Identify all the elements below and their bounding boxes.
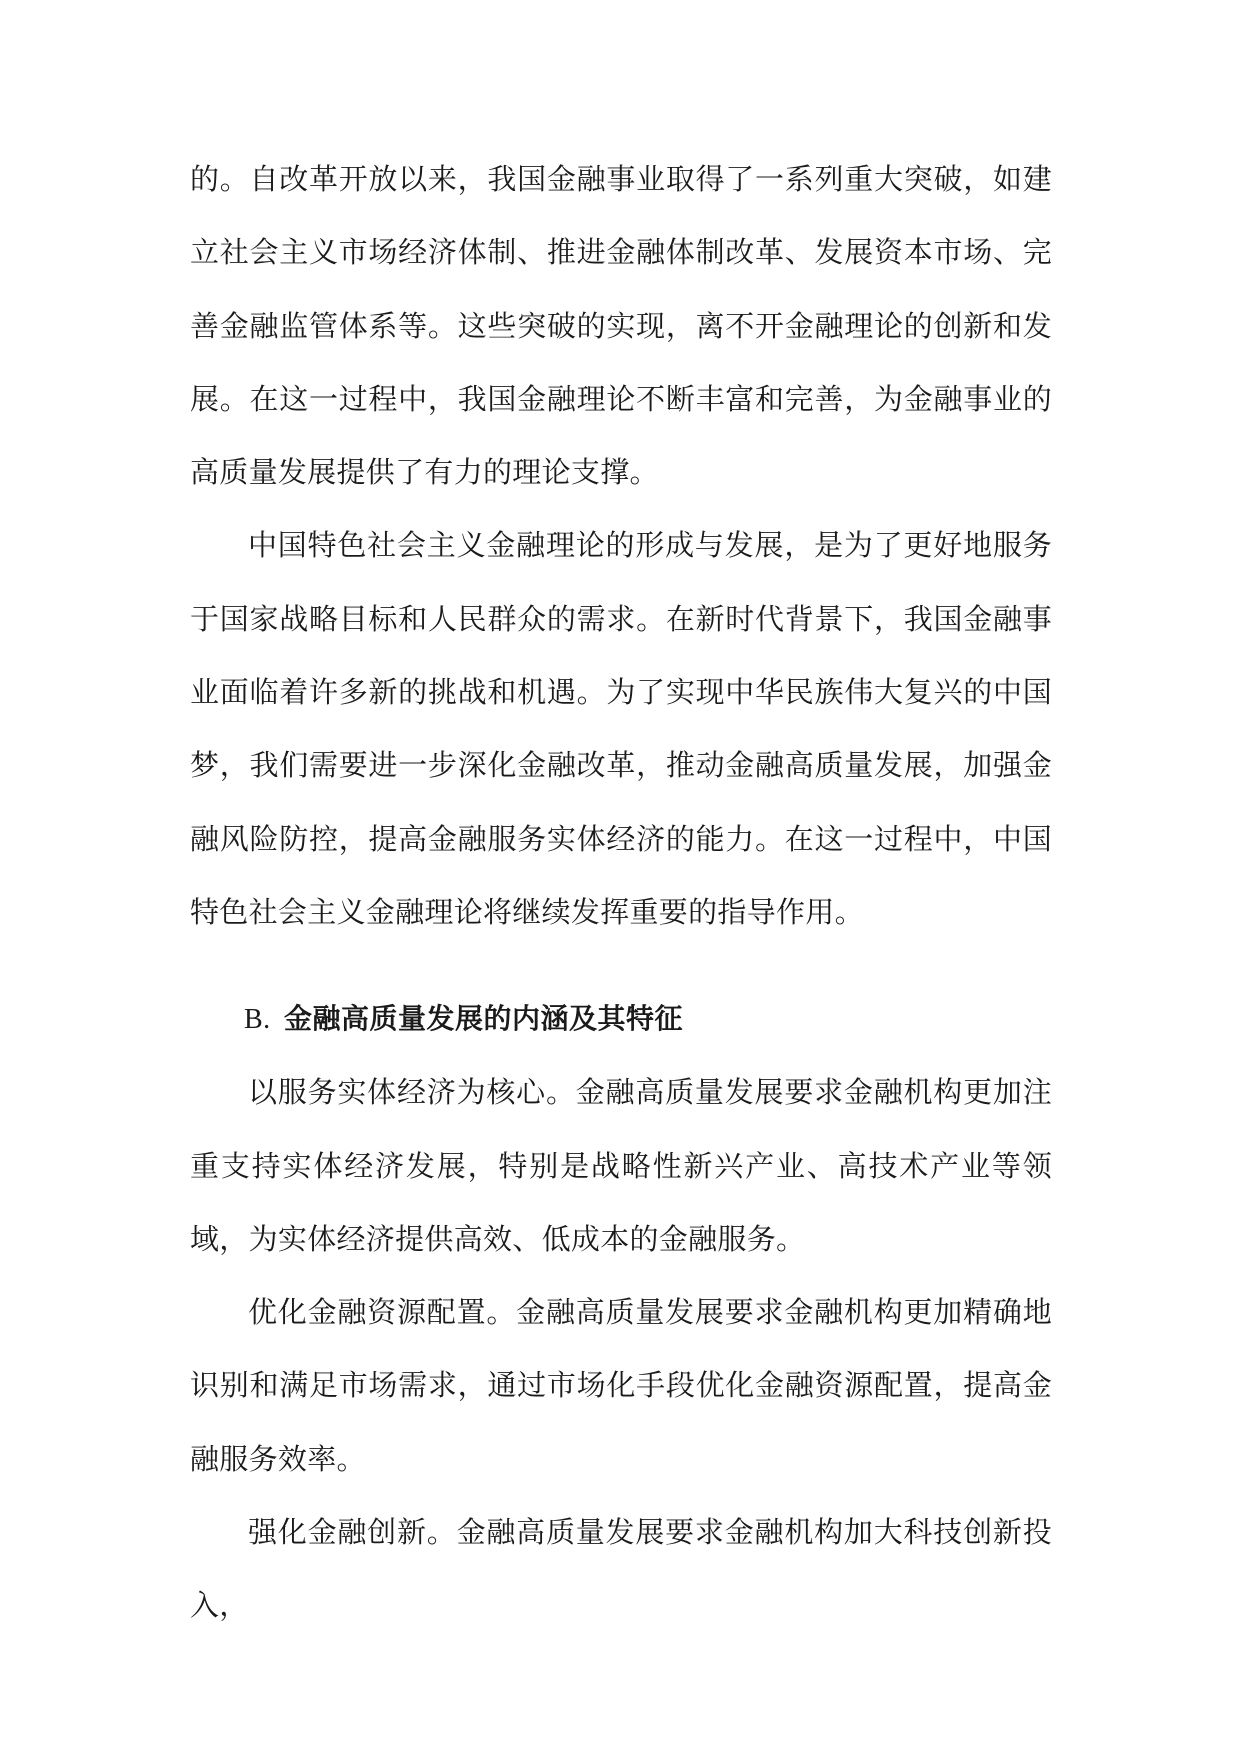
section-heading xyxy=(190,982,1052,1056)
paragraph-optimize-resources: 优化金融资源配置。金融高质量发展要求金融机构更加精确地识别和满足市场需求，通过市场化手段优化金融资源配置，提高金融服务效率。 xyxy=(190,1295,1052,1476)
document-page xyxy=(190,143,1052,1643)
paragraph-strengthen-innovation: 强化金融创新。金融高质量发展要求金融机构加大科技创新投入， xyxy=(190,1515,1052,1623)
spacer xyxy=(190,949,1052,982)
paragraph-theory-development: 中国特色社会主义金融理论的形成与发展，是为了更好地服务于国家战略目标和人民群众的需求。在新时代背景下，我国金融事业面临着许多新的挑战和机遇。为了实现中华民族伟大复兴的中国梦，我们需要进一步深化金融改革，推动金融高质量发展，加强金融风险防控，提高金融服务实体经济的能力。在这一过程中，中国特色社会主义金融理论将继续发挥重要的指导作用。 xyxy=(190,528,1052,929)
paragraph-continuation: 的。自改革开放以来，我国金融事业取得了一系列重大突破，如建立社会主义市场经济体制、推进金融体制改革、发展资本市场、完善金融监管体系等。这些突破的实现，离不开金融理论的创新和发展。在这一过程中，我国金融理论不断丰富和完善，为金融事业的高质量发展提供了有力的理论支撑。 xyxy=(190,162,1052,490)
section-label: B. xyxy=(244,1004,271,1036)
section-title: 金融高质量发展的内涵及其特征 xyxy=(284,1002,684,1036)
paragraph-serve-real-economy: 以服务实体经济为核心。金融高质量发展要求金融机构更加注重支持实体经济发展，特别是战略性新兴产业、高技术产业等领域，为实体经济提供高效、低成本的金融服务。 xyxy=(190,1075,1052,1256)
